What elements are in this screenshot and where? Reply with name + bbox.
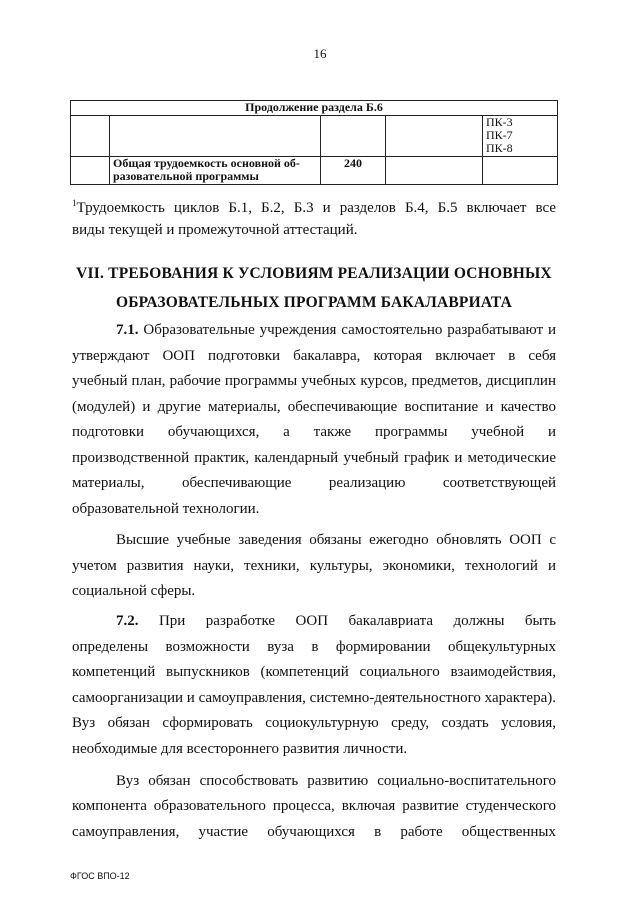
paragraph-line: 7.2. При разработке ООП бакалавриата должны быть (116, 613, 556, 629)
paragraph-line: социальной сферы. (72, 583, 196, 599)
paragraph-line: компонента образовательного процесса, включая развитие студенческого (72, 798, 556, 814)
competency-code: ПК-7 (486, 128, 513, 142)
paragraph-line: Высшие учебные заведения обязаны ежегодно обновлять ООП с (116, 532, 556, 548)
paragraph-line: самоорганизации и самоуправления, системно-деятельностного характера). (72, 690, 556, 706)
footnote-line: виды текущей и промежуточной аттестаций. (72, 222, 358, 238)
paragraph-line: учетом развития науки, техники, культуры, экономики, технологий и (72, 558, 556, 574)
paragraph-line: образовательной технологии. (72, 501, 260, 517)
paragraph-line: самоуправления, участие обучающихся в работе общественных (72, 824, 556, 840)
paragraph-line: подготовки обучающихся, а также программы учебной и (72, 424, 556, 440)
total-label-cell: Общая трудоемкость основной об- разовательной программы (110, 157, 321, 185)
paragraph-line: (модулей) и другие материалы, обеспечивающие воспитание и качество (72, 399, 556, 415)
curriculum-table (70, 100, 558, 185)
competency-code: ПК-3 (486, 115, 513, 129)
table-row (71, 116, 558, 157)
paragraph-line: компетенций выпускников (компетенций социального взаимодействия, (72, 664, 556, 680)
competency-code: ПК-8 (486, 141, 513, 155)
paragraph-line: Вуз обязан сформировать социокультурную среду, создать условия, (72, 715, 556, 731)
paragraph-line: материалы, обеспечивающие реализацию соответствующей (72, 475, 556, 491)
table-header-row (71, 101, 558, 116)
footnote-line: $^1$Трудоемкость циклов Б.1, Б.2, Б.3 и разделов Б.4, Б.5 включает все (72, 198, 556, 216)
total-value-cell: 240 (321, 157, 386, 185)
paragraph-line: необходимые для всестороннего развития личности. (72, 741, 408, 757)
section-heading: VII. ТРЕБОВАНИЯ К УСЛОВИЯМ РЕАЛИЗАЦИИ ОСНОВНЫХ (76, 265, 552, 282)
paragraph-line: 7.1. Образовательные учреждения самостоятельно разрабатывают и (116, 322, 556, 338)
paragraph-line: производственной практик, календарный учебный график и методические (72, 450, 556, 466)
table-header: Продолжение раздела Б.6 (71, 101, 558, 116)
competency-cell (483, 116, 558, 157)
paragraph-line: учебный план, рабочие программы учебных курсов, предметов, дисциплин (72, 373, 556, 389)
page-number: 16 (313, 46, 327, 61)
paragraph-line: Вуз обязан способствовать развитию социально-воспитательного (116, 773, 556, 789)
paragraph-line: утверждают ООП подготовки бакалавра, которая включает в себя (72, 348, 556, 364)
table-row (71, 157, 558, 185)
section-heading: ОБРАЗОВАТЕЛЬНЫХ ПРОГРАММ БАКАЛАВРИАТА (115, 294, 513, 311)
footer-label: ФГОС ВПО-12 (70, 871, 130, 881)
paragraph-line: определены возможности вуза в формировании общекультурных (72, 639, 556, 655)
